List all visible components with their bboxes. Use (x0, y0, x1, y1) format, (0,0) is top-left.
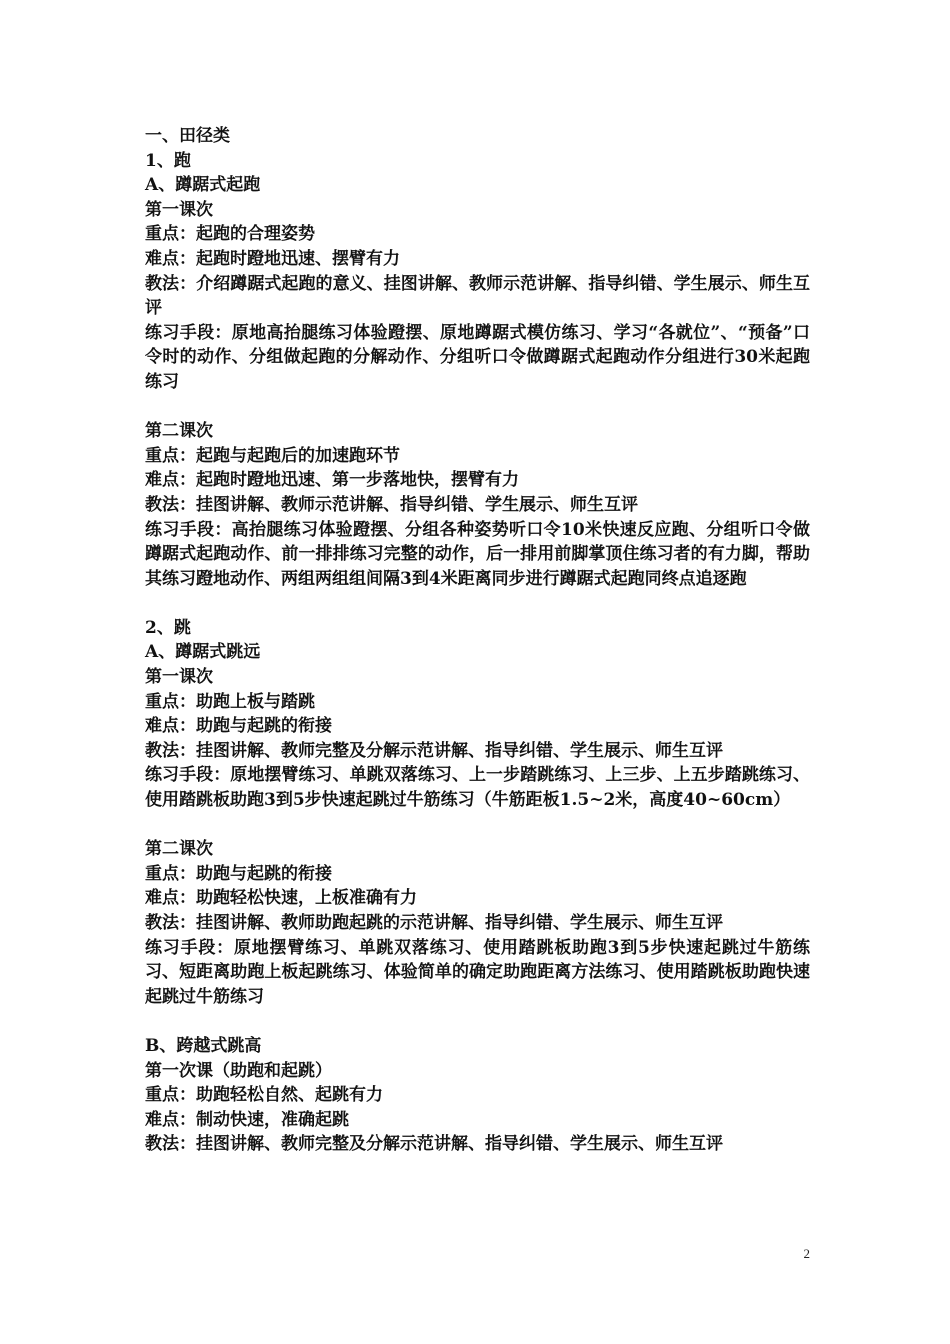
lesson-title: 第二课次 (145, 421, 213, 442)
high-jump-heading: B、跨越式跳高 (145, 1035, 262, 1056)
lesson-title: 第二课次 (145, 839, 213, 860)
section-title: 一、田径类 (145, 126, 230, 146)
run-heading: 1、跑 (145, 150, 191, 171)
document-body (145, 124, 810, 1157)
key-point: 重点：起跑的合理姿势 (145, 224, 315, 245)
practice-method: 练习手段：高抬腿练习体验蹬摆、分组各种姿势听口令10米快速反应跑、分组听口令做蹲踞式起跑动作、前一排排练习完整的动作，后一排用前脚掌顶住练习者的有力脚，帮助其练习蹬地动作、两组两组组间隔3到4米距离同步进行蹲踞式起跑同终点追逐跑 (145, 519, 810, 589)
blank-line (145, 395, 810, 420)
difficulty-point: 难点：起跑时蹬地迅速、摆臂有力 (145, 248, 400, 269)
practice-method: 练习手段：原地摆臂练习、单跳双落练习、上一步踏跳练习、上三步、上五步踏跳练习、使用踏跳板助跑3到5步快速起跳过牛筋练习（牛筋距板1.5~2米，高度40~60cm） (145, 765, 810, 811)
difficulty-point: 难点：助跑轻松快速，上板准确有力 (145, 888, 417, 909)
practice-method: 练习手段：原地摆臂练习、单跳双落练习、使用踏跳板助跑3到5步快速起跳过牛筋练习、短距离助跑上板起跳练习、体验简单的确定助跑距离方法练习、使用踏跳板助跑快速起跳过牛筋练习 (145, 937, 810, 1007)
long-jump-heading: A、蹲踞式跳远 (145, 642, 261, 663)
teaching-method: 教法：介绍蹲踞式起跑的意义、挂图讲解、教师示范讲解、指导纠错、学生展示、师生互评 (145, 273, 810, 319)
lesson-title: 第一课次 (145, 667, 213, 688)
difficulty-point: 难点：起跑时蹬地迅速、第一步落地快，摆臂有力 (145, 470, 519, 491)
teaching-method: 教法：挂图讲解、教师示范讲解、指导纠错、学生展示、师生互评 (145, 494, 638, 515)
teaching-method: 教法：挂图讲解、教师完整及分解示范讲解、指导纠错、学生展示、师生互评 (145, 1134, 723, 1155)
blank-line (145, 813, 810, 838)
jump-heading: 2、跳 (145, 617, 191, 638)
difficulty-point: 难点：制动快速，准确起跳 (145, 1109, 349, 1130)
page-number: 2 (803, 1246, 810, 1261)
difficulty-point: 难点：助跑与起跳的衔接 (145, 716, 332, 737)
key-point: 重点：起跑与起跑后的加速跑环节 (145, 445, 400, 466)
blank-line (145, 591, 810, 616)
teaching-method: 教法：挂图讲解、教师助跑起跳的示范讲解、指导纠错、学生展示、师生互评 (145, 913, 723, 933)
key-point: 重点：助跑上板与踏跳 (145, 691, 315, 712)
key-point: 重点：助跑轻松自然、起跳有力 (145, 1085, 383, 1106)
blank-line (145, 1009, 810, 1034)
teaching-method: 教法：挂图讲解、教师完整及分解示范讲解、指导纠错、学生展示、师生互评 (145, 740, 723, 761)
lesson-title: 第一课次 (145, 199, 213, 220)
lesson-title: 第一次课（助跑和起跳） (145, 1060, 332, 1081)
practice-method: 练习手段：原地高抬腿练习体验蹬摆、原地蹲踞式模仿练习、学习“各就位”、“预备”口令时的动作、分组做起跑的分解动作、分组听口令做蹲踞式起跑动作分组进行30米起跑练习 (145, 322, 810, 392)
crouch-start-heading: A、蹲踞式起跑 (145, 175, 261, 196)
key-point: 重点：助跑与起跳的衔接 (145, 863, 332, 884)
